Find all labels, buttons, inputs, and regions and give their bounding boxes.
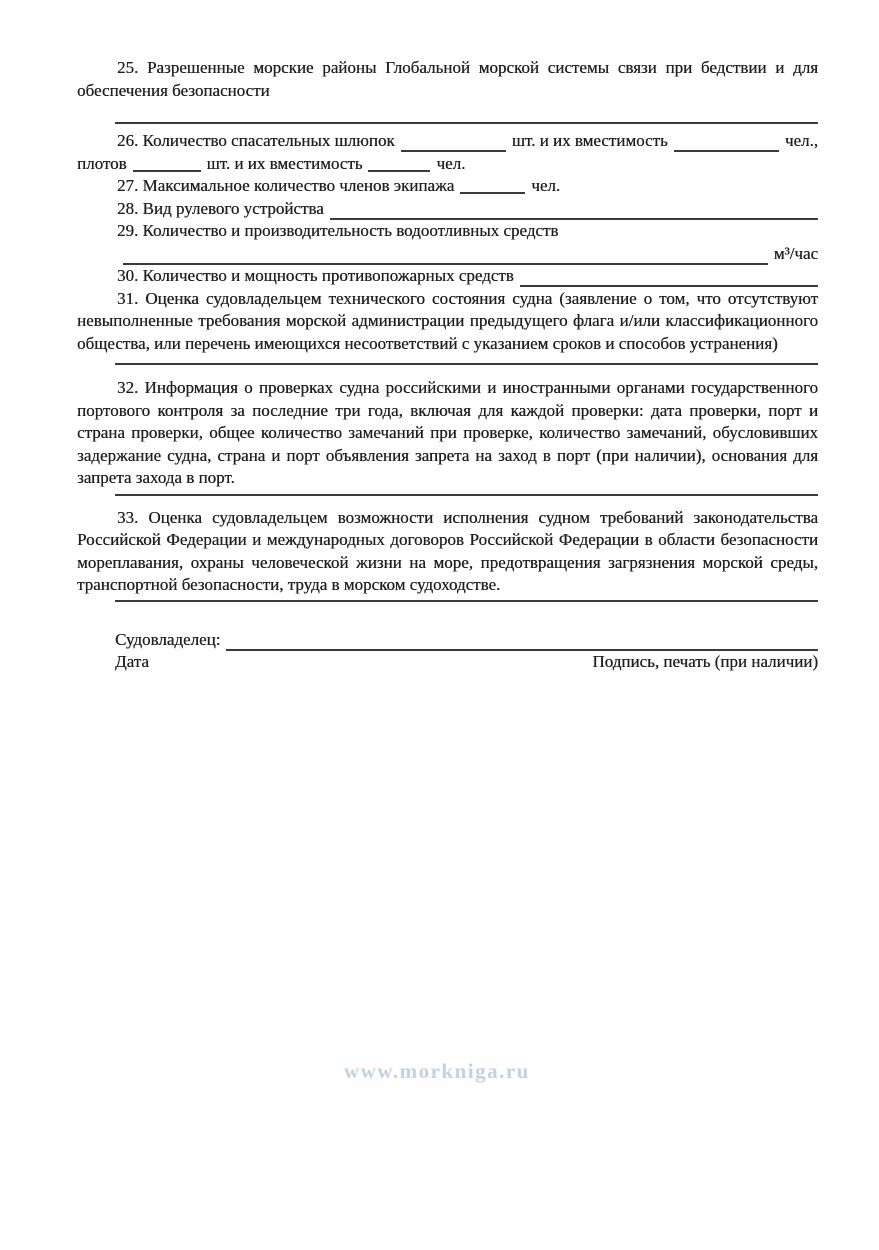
item-25-blank-line bbox=[115, 102, 818, 124]
item-26-blank-boats-count bbox=[401, 130, 506, 152]
item-30-line bbox=[77, 265, 818, 288]
item-26-text-5: шт. и их вместимость bbox=[206, 153, 363, 173]
item-28-blank-steering-type bbox=[330, 198, 818, 220]
item-32-blank-line bbox=[115, 490, 818, 496]
item-26-line-2 bbox=[77, 153, 818, 176]
item-33-text: 33. Оценка судовладельцем возможности исполнения судном требований законодательства Российской Федерации и международных договоров Российской Федерации в области безопасности мореплавания, охраны человеческой жизни на море, предотвращения загрязнения морской среды, транспортной безопасности, труда в морском судоходстве. bbox=[77, 507, 818, 594]
form-body bbox=[77, 57, 818, 674]
item-28-text: 28. Вид рулевого устройства bbox=[117, 198, 324, 218]
item-30-text: 30. Количество и мощность противопожарных средств bbox=[117, 266, 514, 285]
item-28-line bbox=[77, 198, 818, 221]
item-29-text: 29. Количество и производительность водоотливных средств bbox=[117, 221, 559, 240]
shipowner-blank-line bbox=[226, 629, 818, 651]
shipowner-label: Судовладелец: bbox=[115, 629, 221, 649]
item-30-blank-fire-equipment bbox=[520, 265, 818, 287]
item-29-blank-row bbox=[77, 243, 818, 266]
item-27-blank-crew-count bbox=[460, 178, 525, 194]
item-25-text: 25. Разрешенные морские районы Глобальной морской системы связи при бедствии и для обеспечения безопасности bbox=[77, 58, 818, 100]
item-33-blank-line bbox=[115, 597, 818, 602]
item-26-text-1: 26. Количество спасательных шлюпок bbox=[117, 131, 395, 150]
item-26-blank-rafts-capacity bbox=[368, 156, 430, 172]
item-26-blank-boats-capacity bbox=[674, 130, 779, 152]
item-26-text-2: шт. и их вместимость bbox=[511, 131, 668, 150]
item-27-line bbox=[77, 175, 818, 198]
item-32-text: 32. Информация о проверках судна российскими и иностранными органами государственного портового контроля за последние три года, включая для каждой проверки: дата проверки, порт и страна проверки, общее количество замечаний при проверке, количество замечаний, обусловивших задержание судна, страна и порт объявления запрета на заход в порт (при наличии), основания для запрета захода в порт. bbox=[77, 378, 818, 487]
item-26-text-3: чел., bbox=[784, 131, 818, 150]
shipowner-row bbox=[115, 629, 818, 652]
item-26-blank-rafts-count bbox=[133, 156, 201, 172]
item-29-unit-label: м³/час bbox=[773, 243, 818, 263]
item-29-blank-capacity bbox=[123, 243, 768, 265]
item-26-text-4: плотов bbox=[77, 153, 127, 173]
item-27-text-1: 27. Максимальное количество членов экипажа bbox=[117, 176, 455, 195]
watermark-text: www.morkniga.ru bbox=[344, 1059, 530, 1083]
item-31-blank-line bbox=[115, 355, 818, 365]
item-31-text: 31. Оценка судовладельцем технического состояния судна (заявление о том, что отсутствуют невыполненные требования морской администрации предыдущего флага и/или классификационного общества, или перечень имеющихся несоответствий с указанием сроков и способов устранения) bbox=[77, 288, 818, 353]
item-26-line-1 bbox=[77, 130, 818, 153]
date-label: Дата bbox=[115, 652, 149, 671]
date-signature-row bbox=[115, 651, 818, 674]
item-26-text-6: чел. bbox=[436, 153, 466, 173]
signature-label: Подпись, печать (при наличии) bbox=[592, 652, 818, 671]
item-27-text-2: чел. bbox=[531, 176, 561, 195]
